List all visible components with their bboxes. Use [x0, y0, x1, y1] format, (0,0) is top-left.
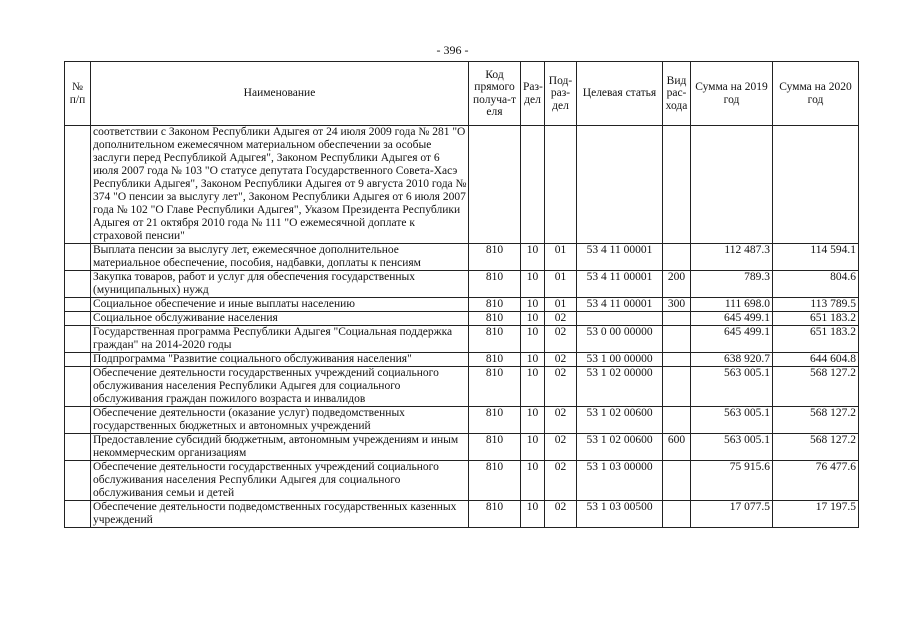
- cell-sum-2019: 563 005.1: [691, 434, 773, 461]
- cell-sum-2020: 651 183.2: [773, 312, 859, 326]
- cell-num: [65, 434, 91, 461]
- header-section: Раз- дел: [521, 62, 545, 126]
- table-row: [65, 434, 859, 461]
- cell-section: 10: [521, 367, 545, 407]
- table-row: [65, 353, 859, 367]
- cell-target: 53 1 03 00000: [577, 461, 663, 501]
- cell-expense-type: [663, 461, 691, 501]
- cell-target: 53 0 00 00000: [577, 326, 663, 353]
- cell-subsection: 02: [545, 501, 577, 528]
- cell-subsection: 02: [545, 326, 577, 353]
- cell-subsection: 02: [545, 367, 577, 407]
- cell-sum-2019: 789.3: [691, 271, 773, 298]
- cell-num: [65, 298, 91, 312]
- cell-target: 53 4 11 00001: [577, 298, 663, 312]
- cell-sum-2020: 114 594.1: [773, 244, 859, 271]
- cell-code: 810: [469, 271, 521, 298]
- cell-section: 10: [521, 407, 545, 434]
- cell-code: 810: [469, 434, 521, 461]
- table-row: [65, 461, 859, 501]
- cell-subsection: [545, 126, 577, 244]
- table-row: [65, 407, 859, 434]
- header-row: [65, 62, 859, 126]
- cell-section: 10: [521, 501, 545, 528]
- header-sum-2020: Сумма на 2020 год: [773, 62, 859, 126]
- cell-sum-2019: 638 920.7: [691, 353, 773, 367]
- cell-section: 10: [521, 298, 545, 312]
- cell-sum-2019: 112 487.3: [691, 244, 773, 271]
- cell-code: 810: [469, 501, 521, 528]
- cell-sum-2020: 568 127.2: [773, 434, 859, 461]
- cell-subsection: 02: [545, 434, 577, 461]
- cell-section: 10: [521, 244, 545, 271]
- budget-table: [64, 61, 859, 528]
- cell-sum-2020: 568 127.2: [773, 367, 859, 407]
- cell-code: 810: [469, 367, 521, 407]
- cell-num: [65, 353, 91, 367]
- cell-expense-type: [663, 367, 691, 407]
- table-row: [65, 244, 859, 271]
- cell-name: Закупка товаров, работ и услуг для обеспечения государственных (муниципальных) нужд: [91, 271, 469, 298]
- cell-expense-type: [663, 244, 691, 271]
- header-expense-type: Вид рас- хода: [663, 62, 691, 126]
- cell-num: [65, 326, 91, 353]
- cell-num: [65, 461, 91, 501]
- cell-name: Выплата пенсии за выслугу лет, ежемесячное дополнительное материальное обеспечение, пособия, надбавки, доплаты к пенсиям: [91, 244, 469, 271]
- cell-name: Подпрограмма "Развитие социального обслуживания населения": [91, 353, 469, 367]
- cell-sum-2019: 645 499.1: [691, 326, 773, 353]
- cell-sum-2020: 644 604.8: [773, 353, 859, 367]
- cell-target: [577, 312, 663, 326]
- cell-subsection: 01: [545, 244, 577, 271]
- cell-subsection: 02: [545, 407, 577, 434]
- cell-target: 53 1 02 00600: [577, 434, 663, 461]
- cell-target: 53 1 00 00000: [577, 353, 663, 367]
- cell-expense-type: [663, 501, 691, 528]
- cell-target: 53 1 02 00000: [577, 367, 663, 407]
- cell-name: Обеспечение деятельности (оказание услуг) подведомственных государственных бюджетных и автономных учреждений: [91, 407, 469, 434]
- cell-name: Обеспечение деятельности государственных учреждений социального обслуживания населения Республики Адыгея для социального обслуживания семьи и детей: [91, 461, 469, 501]
- cell-sum-2019: 75 915.6: [691, 461, 773, 501]
- cell-section: 10: [521, 312, 545, 326]
- header-sum-2019: Сумма на 2019 год: [691, 62, 773, 126]
- cell-num: [65, 501, 91, 528]
- cell-num: [65, 407, 91, 434]
- cell-code: 810: [469, 244, 521, 271]
- cell-name: Обеспечение деятельности подведомственных государственных казенных учреждений: [91, 501, 469, 528]
- cell-sum-2019: 645 499.1: [691, 312, 773, 326]
- table-row: [65, 126, 859, 244]
- cell-target: [577, 126, 663, 244]
- cell-sum-2019: 563 005.1: [691, 407, 773, 434]
- cell-sum-2020: 804.6: [773, 271, 859, 298]
- cell-name: Обеспечение деятельности государственных учреждений социального обслуживания населения Республики Адыгея для социального обслуживания граждан пожилого возраста и инвалидов: [91, 367, 469, 407]
- header-target: Целевая статья: [577, 62, 663, 126]
- cell-sum-2020: 651 183.2: [773, 326, 859, 353]
- cell-subsection: 02: [545, 461, 577, 501]
- cell-target: 53 4 11 00001: [577, 271, 663, 298]
- header-subsection: Под- раз- дел: [545, 62, 577, 126]
- table-row: [65, 298, 859, 312]
- cell-expense-type: [663, 126, 691, 244]
- header-name: Наименование: [91, 62, 469, 126]
- cell-section: 10: [521, 434, 545, 461]
- table-row: [65, 367, 859, 407]
- cell-sum-2019: 111 698.0: [691, 298, 773, 312]
- cell-code: 810: [469, 407, 521, 434]
- cell-expense-type: [663, 326, 691, 353]
- cell-subsection: 02: [545, 312, 577, 326]
- cell-target: 53 4 11 00001: [577, 244, 663, 271]
- cell-section: 10: [521, 271, 545, 298]
- header-num: № п/п: [65, 62, 91, 126]
- cell-name: Предоставление субсидий бюджетным, автономным учреждениям и иным некоммерческим организациям: [91, 434, 469, 461]
- cell-name: соответствии с Законом Республики Адыгея от 24 июля 2009 года № 281 "О дополнительном ежемесячном материальном обеспечении за особые заслуги перед Республикой Адыгея", Законом Республики Адыгея от 6 июля 2007 года № 103 "О статусе депутата Государственного Совета-Хасэ Республики Адыгея", Законом Республики Адыгея от 9 августа 2010 года № 374 "О пенсии за выслугу лет", Законом Республики Адыгея от 6 июля 2007 года № 102 "О Главе Республики Адыгея", Указом Президента Республики Адыгея от 21 октября 2010 года № 111 "О ежемесячной доплате к страховой пенсии": [91, 126, 469, 244]
- cell-section: 10: [521, 326, 545, 353]
- cell-sum-2019: 563 005.1: [691, 367, 773, 407]
- cell-sum-2020: 568 127.2: [773, 407, 859, 434]
- cell-num: [65, 271, 91, 298]
- cell-code: [469, 126, 521, 244]
- cell-subsection: 01: [545, 298, 577, 312]
- cell-code: 810: [469, 298, 521, 312]
- cell-section: 10: [521, 353, 545, 367]
- cell-num: [65, 244, 91, 271]
- cell-target: 53 1 02 00600: [577, 407, 663, 434]
- cell-expense-type: [663, 353, 691, 367]
- table-row: [65, 271, 859, 298]
- cell-sum-2020: [773, 126, 859, 244]
- header-code: Код прямого получа-т еля: [469, 62, 521, 126]
- cell-num: [65, 126, 91, 244]
- cell-sum-2019: 17 077.5: [691, 501, 773, 528]
- cell-subsection: 01: [545, 271, 577, 298]
- cell-section: 10: [521, 461, 545, 501]
- cell-expense-type: 600: [663, 434, 691, 461]
- table-row: [65, 501, 859, 528]
- cell-name: Государственная программа Республики Адыгея "Социальная поддержка граждан" на 2014-2020 годы: [91, 326, 469, 353]
- cell-sum-2020: 113 789.5: [773, 298, 859, 312]
- cell-num: [65, 312, 91, 326]
- cell-sum-2019: [691, 126, 773, 244]
- table-row: [65, 326, 859, 353]
- cell-expense-type: [663, 312, 691, 326]
- cell-name: Социальное обеспечение и иные выплаты населению: [91, 298, 469, 312]
- cell-code: 810: [469, 312, 521, 326]
- cell-code: 810: [469, 353, 521, 367]
- cell-sum-2020: 17 197.5: [773, 501, 859, 528]
- cell-expense-type: 200: [663, 271, 691, 298]
- cell-num: [65, 367, 91, 407]
- table-row: [65, 312, 859, 326]
- cell-expense-type: [663, 407, 691, 434]
- cell-subsection: 02: [545, 353, 577, 367]
- page-number: - 396 -: [436, 43, 469, 57]
- cell-expense-type: 300: [663, 298, 691, 312]
- cell-code: 810: [469, 326, 521, 353]
- cell-name: Социальное обслуживание населения: [91, 312, 469, 326]
- cell-sum-2020: 76 477.6: [773, 461, 859, 501]
- cell-section: [521, 126, 545, 244]
- cell-target: 53 1 03 00500: [577, 501, 663, 528]
- cell-code: 810: [469, 461, 521, 501]
